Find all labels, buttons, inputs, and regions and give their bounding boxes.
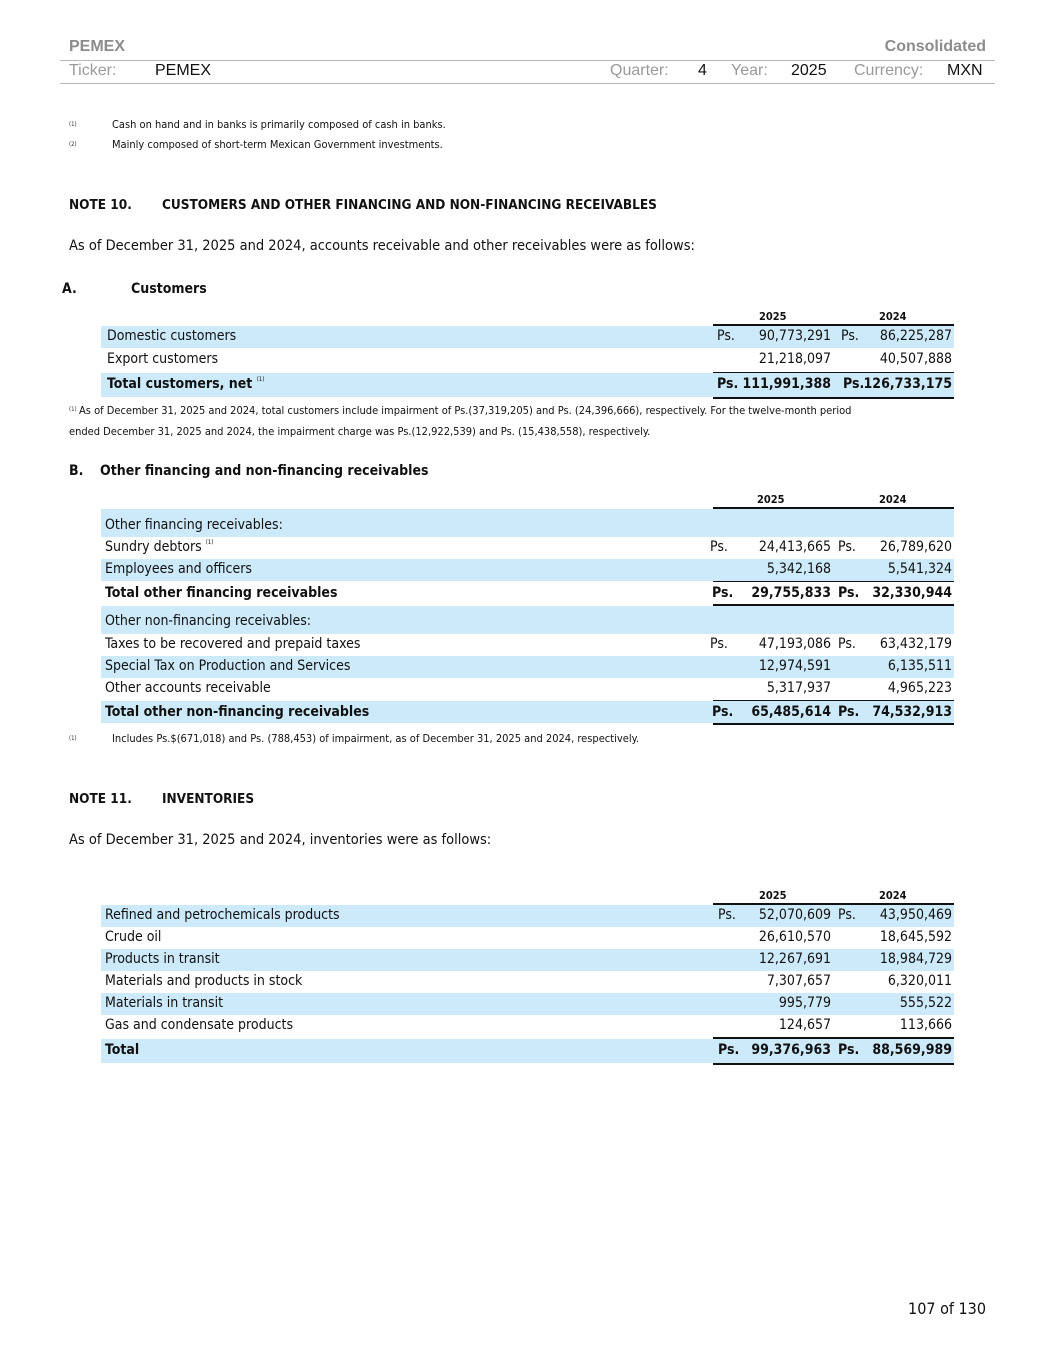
customers-table (101, 309, 954, 401)
section-a-letter: A. (62, 281, 77, 297)
note11-intro: As of December 31, 2025 and 2024, inventories were as follows: (69, 832, 492, 848)
customers-footnote-line2: ended December 31, 2025 and 2024, the impairment charge was Ps.(12,922,539) and Ps. (15,438,558), respectively. (69, 425, 651, 438)
table-row: Sundry debtors $^{(1)}$ Ps. 24,413,665 Ps. 26,789,620 (105, 539, 952, 555)
note10-intro: As of December 31, 2025 and 2024, accounts receivable and other receivables were as follows: (69, 238, 695, 254)
table-row-heading: Other financing receivables: (101, 509, 954, 537)
table-row: Crude oil 26,610,570 18,645,592 (105, 929, 952, 945)
year-value: 2025 (791, 62, 827, 79)
other-receivables-table (101, 492, 954, 727)
year-header-2025: 2025 (759, 310, 787, 323)
footnote-mark: (1) (69, 121, 77, 128)
section-a-title: Customers (131, 281, 207, 297)
quarter-label: Quarter: (610, 62, 669, 79)
inventories-table (101, 888, 954, 1068)
table-row: Materials in transit 995,779 555,522 (101, 993, 954, 1015)
other-receivables-footnote: Includes Ps.$(671,018) and Ps. (788,453) of impairment, as of December 31, 2025 and 2024, respectively. (112, 732, 640, 745)
year-header-2024: 2024 (879, 889, 907, 902)
currency-value: MXN (947, 62, 983, 79)
footnote-mark: (1) (69, 735, 77, 742)
total-rule (713, 723, 954, 725)
report-scope: Consolidated (884, 38, 986, 55)
table-row: Domestic customers Ps. 90,773,291 Ps. 86,225,287 (101, 326, 954, 348)
total-rule (713, 397, 954, 399)
table-row: Other accounts receivable 5,317,937 4,965,223 (105, 680, 952, 696)
table-row: Refined and petrochemicals products Ps. 52,070,609 Ps. 43,950,469 (101, 905, 954, 927)
year-header-2024: 2024 (879, 310, 907, 323)
section-b-title: Other financing and non-financing receivables (100, 463, 429, 479)
company-name: PEMEX (69, 38, 126, 55)
customers-footnote-line1: As of December 31, 2025 and 2024, total customers include impairment of Ps.(37,319,205) and Ps. (24,396,666), respectively. For the twelve-month period (79, 404, 852, 417)
table-row: Taxes to be recovered and prepaid taxes Ps. 47,193,086 Ps. 63,432,179 (105, 636, 952, 652)
header-divider-bottom (60, 83, 995, 84)
year-header-2024: 2024 (879, 493, 907, 506)
table-row: Employees and officers 5,342,168 5,541,324 (101, 559, 954, 581)
note10-title: CUSTOMERS AND OTHER FINANCING AND NON-FINANCING RECEIVABLES (162, 197, 657, 213)
year-label: Year: (731, 62, 768, 79)
ticker-label: Ticker: (69, 62, 117, 79)
page-number: 107 of 130 (908, 1299, 986, 1318)
currency-label: Currency: (854, 62, 924, 79)
table-row: Special Tax on Production and Services 12,974,591 6,135,511 (101, 656, 954, 678)
note10-number: NOTE 10. (69, 197, 132, 213)
ticker-value: PEMEX (155, 62, 212, 79)
table-row-total: Total other financing receivables Ps. 29,755,833 Ps. 32,330,944 (105, 585, 952, 601)
table-row-total: Total customers, net $^{(1)}$ Ps. 111,991,388 Ps. 126,733,175 (101, 373, 954, 397)
footnote-mark: (1) (69, 406, 77, 413)
note11-title: INVENTORIES (162, 791, 255, 807)
table-row: Products in transit 12,267,691 18,984,729 (101, 949, 954, 971)
table-row-total: Total other non-financing receivables Ps. 65,485,614 Ps. 74,532,913 (101, 701, 954, 723)
table-row: Materials and products in stock 7,307,657 6,320,011 (105, 973, 952, 989)
section-b-letter: B. (69, 463, 84, 479)
table-row-heading: Other non-financing receivables: (101, 606, 954, 634)
footnote-text: Cash on hand and in banks is primarily composed of cash in banks. (112, 118, 446, 131)
header-info-row (60, 61, 995, 83)
table-row: Export customers 21,218,097 40,507,888 (107, 351, 952, 367)
table-row-total: Total Ps. 99,376,963 Ps. 88,569,989 (101, 1039, 954, 1063)
total-rule (713, 1063, 954, 1065)
year-header-2025: 2025 (759, 889, 787, 902)
table-row: Gas and condensate products 124,657 113,666 (105, 1017, 952, 1033)
quarter-value: 4 (698, 62, 707, 79)
note11-number: NOTE 11. (69, 791, 132, 807)
footnote-mark: (2) (69, 141, 77, 148)
year-header-2025: 2025 (757, 493, 785, 506)
footnote-text: Mainly composed of short-term Mexican Government investments. (112, 138, 443, 151)
